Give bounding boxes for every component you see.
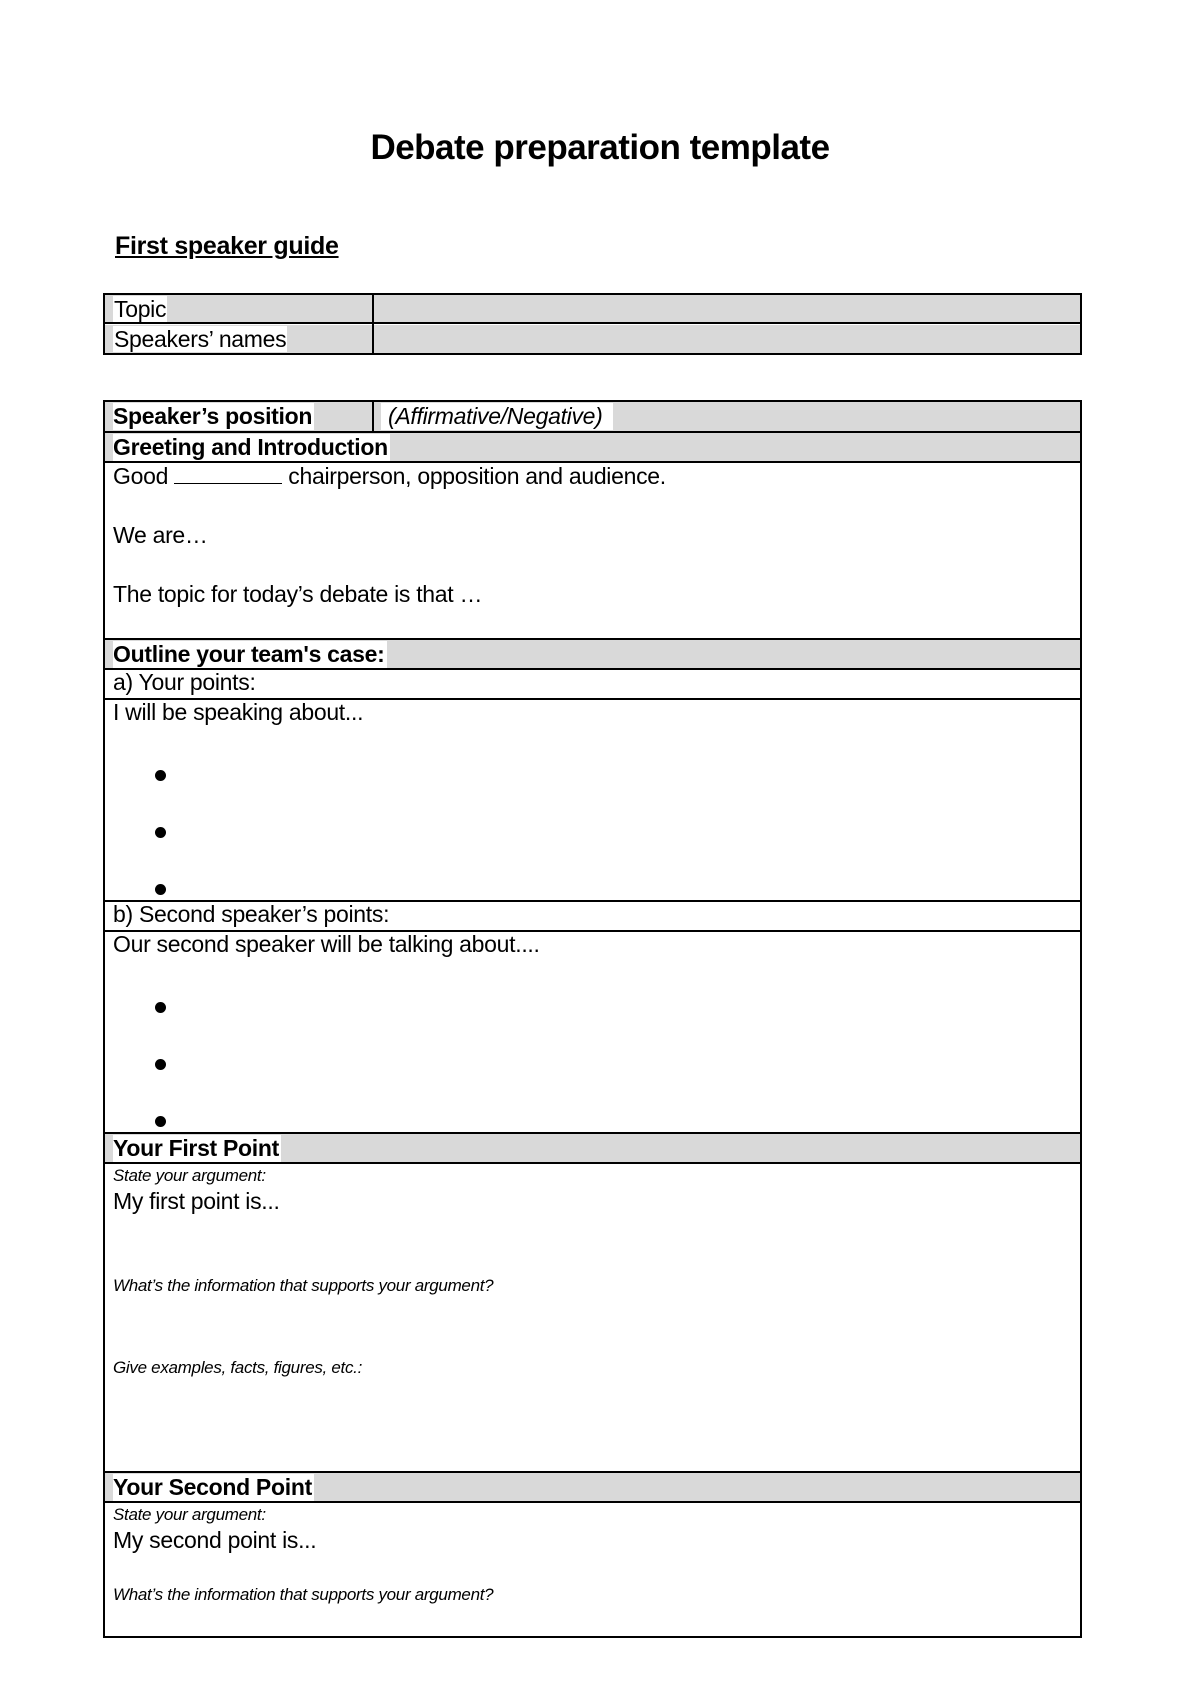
first-state-prompt: State your argument: [113, 1166, 266, 1185]
first-point-text: My first point is... [113, 1188, 280, 1214]
row-divider [105, 1501, 1080, 1503]
second-point-text: My second point is... [113, 1527, 317, 1553]
second-support-prompt: What’s the information that supports your argument? [113, 1585, 494, 1604]
second-point-header-row [105, 1473, 1080, 1502]
greeting-header-row [105, 433, 1080, 462]
bullet-point [155, 884, 166, 895]
topic-row[interactable] [105, 295, 1080, 324]
bullet-point [155, 1116, 166, 1127]
outline-header-row [105, 640, 1080, 669]
your-points-text: I will be speaking about... [113, 699, 364, 725]
second-point-header: Your Second Point [113, 1474, 312, 1500]
second-points-text: Our second speaker will be talking about.... [113, 931, 540, 957]
greeting-good: Good [113, 463, 169, 489]
outline-header: Outline your team's case: [113, 641, 385, 667]
speakers-names-row[interactable] [105, 325, 1080, 353]
bullet-point [155, 770, 166, 781]
speakers-names-label: Speakers’ names [114, 326, 287, 352]
position-column-divider [372, 402, 374, 432]
bullet-point [155, 1002, 166, 1013]
greeting-line-2: We are… [113, 522, 208, 548]
your-points-label: a) Your points: [113, 669, 256, 695]
position-value: (Affirmative/Negative) [381, 403, 613, 430]
position-row[interactable] [105, 402, 1080, 431]
greeting-line-3: The topic for today’s debate is that … [113, 581, 483, 607]
bullet-point [155, 1059, 166, 1070]
second-points-label: b) Second speaker’s points: [113, 901, 390, 927]
second-state-prompt: State your argument: [113, 1505, 266, 1524]
document-title: Debate preparation template [370, 128, 830, 167]
column-divider [372, 295, 374, 353]
greeting-blank[interactable] [174, 465, 282, 484]
greeting-audience: chairperson, opposition and audience. [288, 463, 666, 489]
first-support-prompt: What’s the information that supports your argument? [113, 1276, 494, 1295]
first-point-header-row [105, 1134, 1080, 1163]
speaker-guide-table [103, 400, 1082, 1638]
topic-label: Topic [114, 296, 167, 322]
row-divider [105, 1162, 1080, 1164]
greeting-line-1 [113, 463, 666, 490]
greeting-header: Greeting and Introduction [113, 434, 388, 460]
info-table [103, 293, 1082, 355]
first-examples-prompt: Give examples, facts, figures, etc.: [113, 1358, 363, 1377]
bullet-point [155, 827, 166, 838]
section-subtitle: First speaker guide [115, 232, 339, 260]
first-point-header: Your First Point [113, 1135, 279, 1161]
position-label: Speaker’s position [113, 403, 313, 429]
